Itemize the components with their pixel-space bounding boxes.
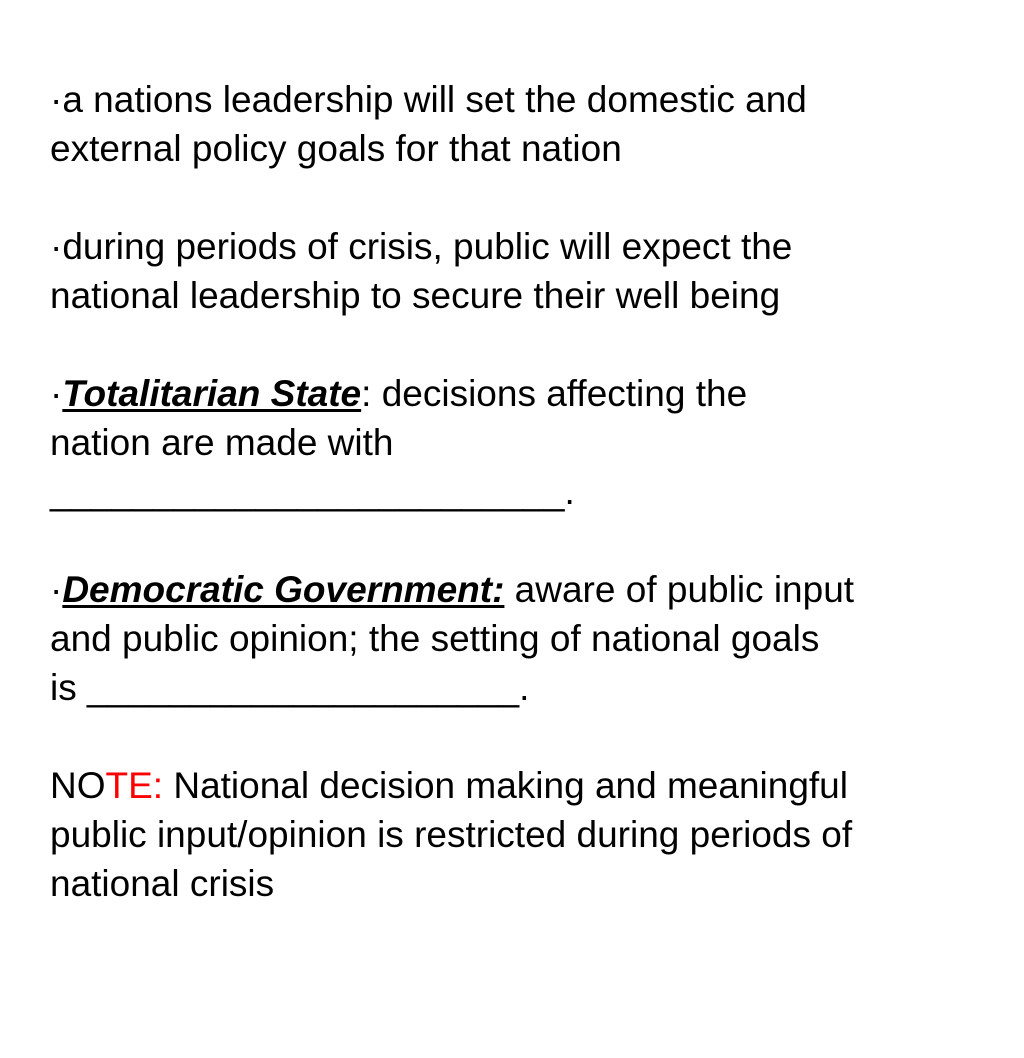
term-democratic-government: Democratic Government: bbox=[62, 569, 505, 610]
note-label-red: TE: bbox=[105, 765, 164, 806]
paragraph-democratic-government bbox=[50, 565, 990, 712]
fill-in-blank: is _____________________. bbox=[50, 667, 530, 708]
paragraph-line: ·a nations leadership will set the domestic and bbox=[50, 79, 807, 120]
slide-body bbox=[50, 75, 990, 908]
paragraph-crisis-expectation bbox=[50, 222, 990, 320]
bullet: · bbox=[50, 373, 63, 414]
fill-in-blank: _________________________. bbox=[50, 471, 575, 512]
bullet: · bbox=[50, 569, 63, 610]
term-totalitarian-state: Totalitarian State bbox=[62, 373, 362, 414]
definition-text: : decisions affecting the bbox=[361, 373, 748, 414]
definition-text: aware of public input bbox=[504, 569, 855, 610]
paragraph-line: and public opinion; the setting of national goals bbox=[50, 618, 820, 659]
paragraph-line: public input/opinion is restricted during periods of bbox=[50, 814, 853, 855]
paragraph-line: nation are made with bbox=[50, 422, 394, 463]
paragraph-note bbox=[50, 761, 990, 908]
paragraph-line: national crisis bbox=[50, 863, 275, 904]
note-text: National decision making and meaningful bbox=[163, 765, 848, 806]
paragraph-leadership-goals bbox=[50, 75, 990, 173]
paragraph-totalitarian-state bbox=[50, 369, 990, 516]
paragraph-line: national leadership to secure their well being bbox=[50, 275, 781, 316]
paragraph-line bbox=[50, 369, 990, 418]
paragraph-line bbox=[50, 565, 990, 614]
paragraph-line bbox=[50, 761, 990, 810]
note-label-black: NO bbox=[50, 765, 106, 806]
paragraph-line: ·during periods of crisis, public will expect the bbox=[50, 226, 793, 267]
paragraph-line: external policy goals for that nation bbox=[50, 128, 622, 169]
